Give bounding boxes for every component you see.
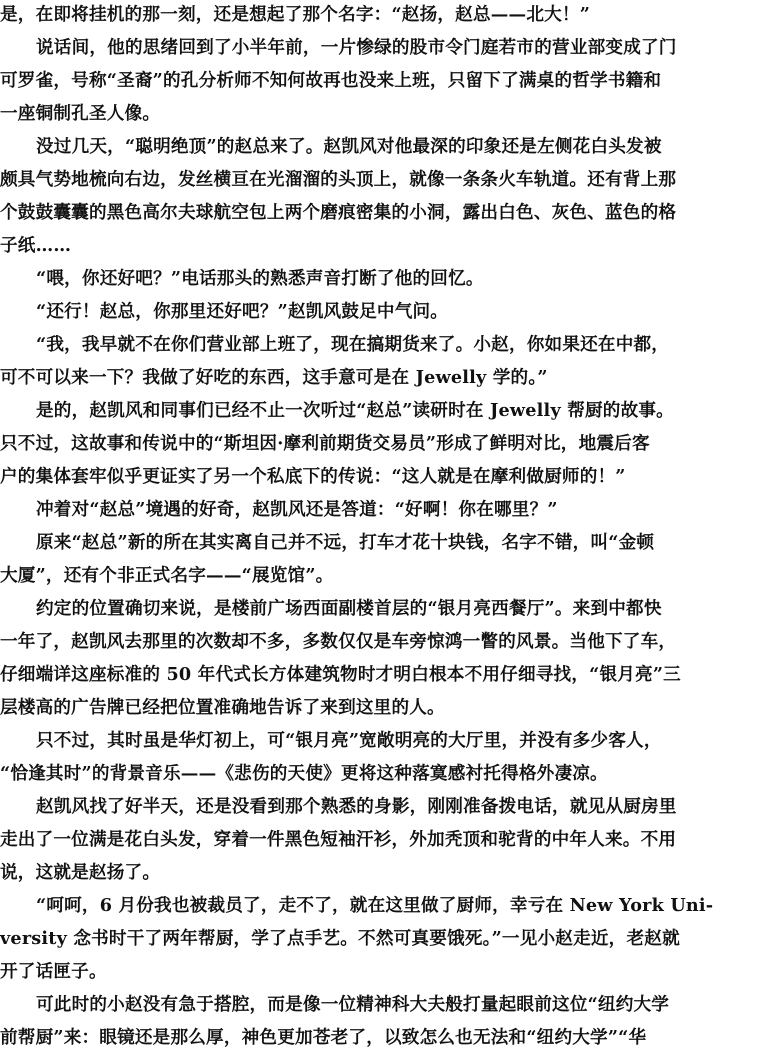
text-line: “我，我早就不在你们营业部上班了，现在搞期货来了。小赵，你如果还在中都， (36, 334, 670, 355)
text-line: 冲着对“赵总”境遇的好奇，赵凯风还是答道：“好啊！你在哪里？” (36, 499, 558, 520)
text-line: 只不过，这故事和传说中的“斯坦因·摩利前期货交易员”形成了鲜明对比，地震后客 (0, 433, 650, 454)
text-line: 层楼高的广告牌已经把位置准确地告诉了来到这里的人。 (0, 697, 445, 718)
text-line: 个鼓鼓囊囊的黑色高尔夫球航空包上两个磨痕密集的小洞，露出白色、灰色、蓝色的格 (0, 202, 677, 223)
text-line: 说话间，他的思绪回到了小半年前，一片惨绿的股市令门庭若市的营业部变成了门 (36, 37, 677, 58)
text-line: 没过几天，“聪明绝顶”的赵总来了。赵凯风对他最深的印象还是左侧花白头发被 (36, 136, 662, 157)
text-line: 约定的位置确切来说，是楼前广场西面副楼首层的“银月亮西餐厅”。来到中都快 (36, 598, 662, 619)
text-line: “喂，你还好吧？”电话那头的熟悉声音打断了他的回忆。 (36, 268, 484, 289)
text-line: 可罗雀，号称“圣裔”的孔分析师不知何故再也没来上班，只留下了满桌的哲学书籍和 (0, 70, 662, 91)
text-line: 户的集体套牢似乎更证实了另一个私底下的传说：“这人就是在摩利做厨师的！” (0, 466, 626, 487)
text-line: 前帮厨”来：眼镜还是那么厚，神色更加苍老了，以致怎么也无法和“纽约大学”“华 (0, 1027, 647, 1048)
text-line: 开了话匣子。 (0, 961, 107, 982)
text-line: 赵凯风找了好半天，还是没看到那个熟悉的身影，刚刚准备拨电话，就见从厨房里 (36, 796, 677, 817)
text-line: 一座铜制孔圣人像。 (0, 103, 161, 124)
text-line: 原来“赵总”新的所在其实离自己并不远，打车才花十块钱，名字不错，叫“金顿 (36, 532, 655, 553)
text-line: 可不可以来一下？我做了好吃的东西，这手意可是在 Jewelly 学的。” (0, 367, 548, 388)
text-line: “恰逢其时”的背景音乐——《悲伤的天使》更将这种落寞感衬托得格外凄凉。 (0, 763, 608, 784)
text-line: 颇具气势地梳向右边，发丝横亘在光溜溜的头顶上，就像一条条火车轨道。还有背上那 (0, 169, 677, 190)
text-line: 是的，赵凯风和同事们已经不止一次听过“赵总”读研时在 Jewelly 帮厨的故事。 (36, 400, 674, 421)
text-line: 是，在即将挂机的那一刻，还是想起了那个名字：“赵扬，赵总——北大！” (0, 4, 591, 25)
text-line: 仔细端详这座标准的 50 年代式长方体建筑物时才明白根本不用仔细寻找，“银月亮”三 (0, 664, 681, 685)
text-line: 说，这就是赵扬了。 (0, 862, 161, 883)
text-line: versity 念书时干了两年帮厨，学了点手艺。不然可真要饿死。”一见小赵走近，老赵就 (0, 928, 680, 949)
text-line: 大厦”，还有个非正式名字——“展览馆”。 (0, 565, 334, 586)
text-line: 可此时的小赵没有急于搭腔，而是像一位精神科大夫般打量起眼前这位“纽约大学 (36, 994, 670, 1015)
text-line: 子纸…… (0, 235, 72, 256)
text-line: “呵呵，6 月份我也被裁员了，走不了，就在这里做了厨师，幸亏在 New York Uni- (36, 895, 714, 916)
text-line: 只不过，其时虽是华灯初上，可“银月亮”宽敞明亮的大厅里，并没有多少客人， (36, 730, 662, 751)
text-line: 走出了一位满是花白头发，穿着一件黑色短袖汗衫，外加秃顶和驼背的中年人来。不用 (0, 829, 677, 850)
text-line: “还行！赵总，你那里还好吧？”赵凯风鼓足中气问。 (36, 301, 449, 322)
text-line: 一年了，赵凯风去那里的次数却不多，多数仅仅是车旁惊鸿一瞥的风景。当他下了车， (0, 631, 677, 652)
